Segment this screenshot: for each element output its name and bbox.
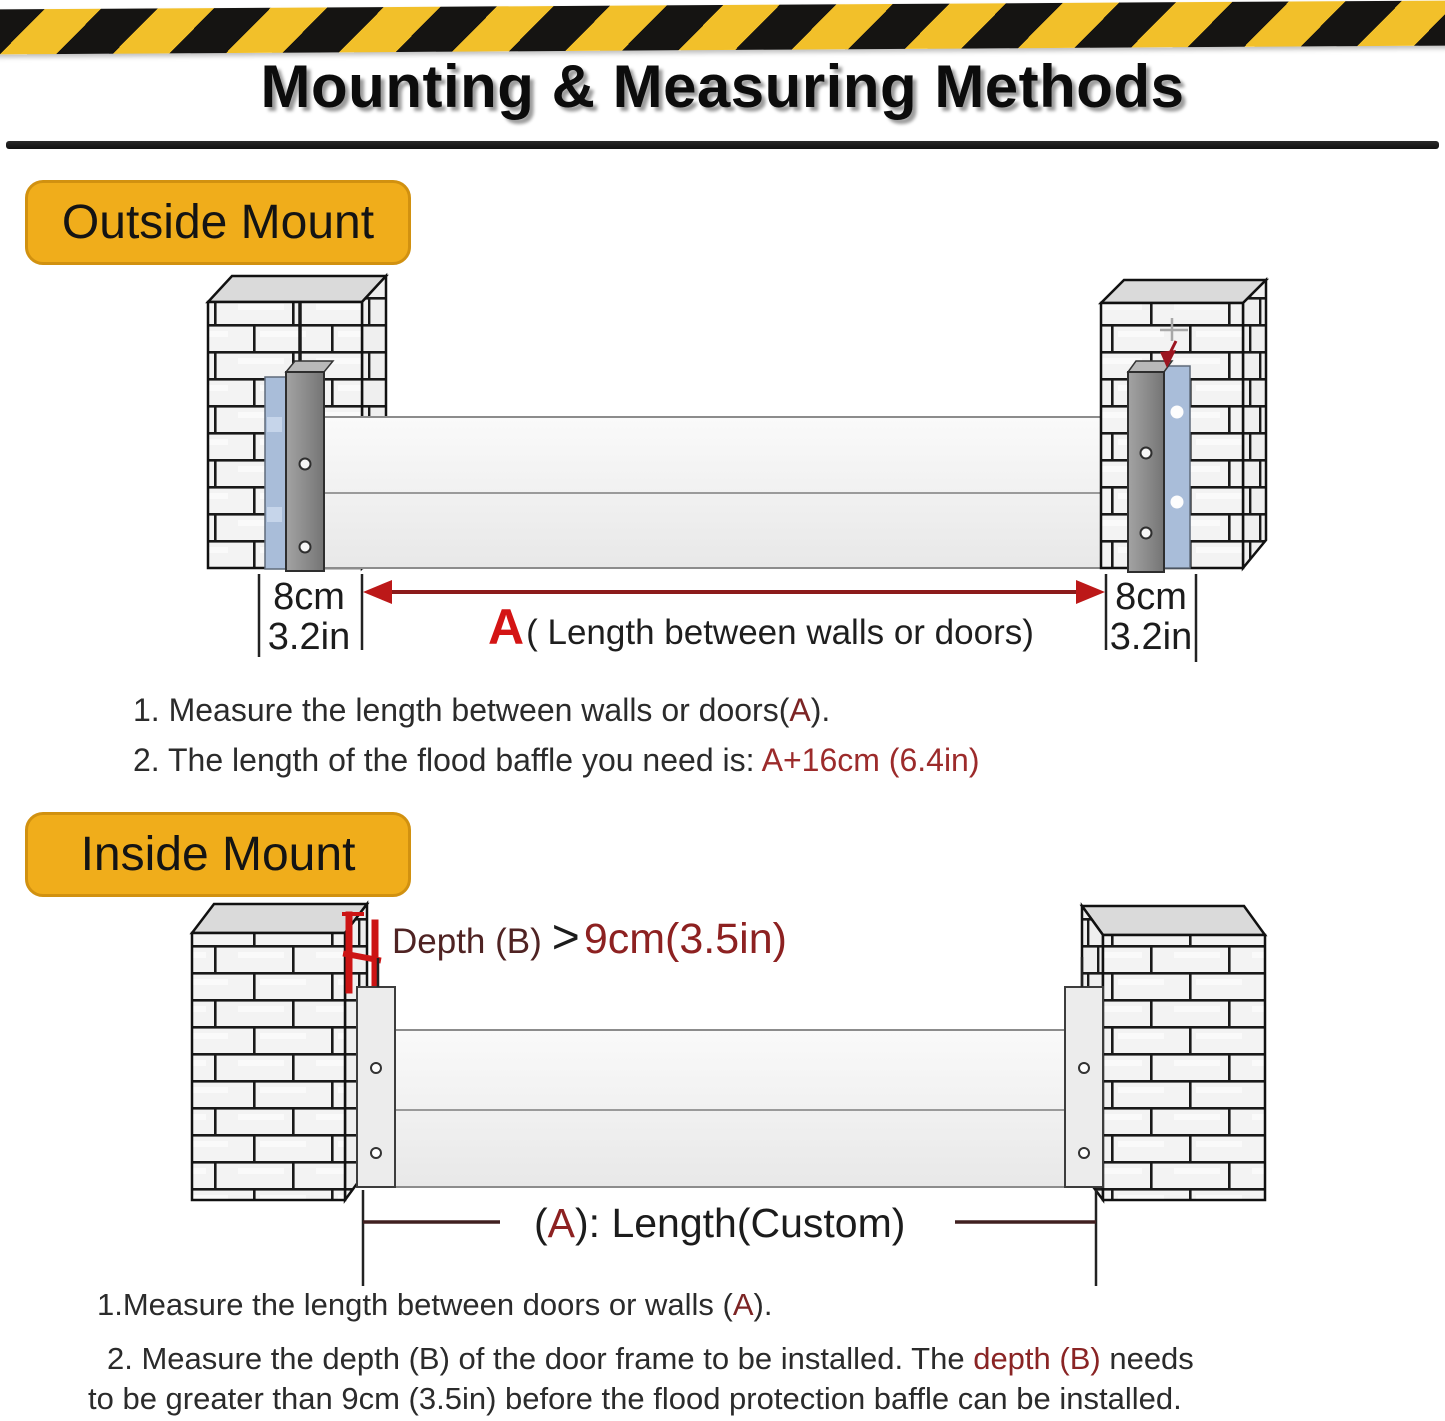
gap-in-label: 3.2in <box>267 616 351 658</box>
seal-mark <box>267 507 282 522</box>
screw-hole <box>371 1063 381 1073</box>
screw-hole <box>1141 448 1152 459</box>
seal-strip <box>265 377 286 569</box>
step-2: 2. The length of the flood baffle you need is: A+16cm (6.4in) <box>133 742 980 778</box>
length-variable-a: A <box>488 599 525 655</box>
pillar-top-face <box>1082 906 1265 935</box>
depth-requirement-label <box>392 910 787 965</box>
seal-mark <box>1171 406 1184 419</box>
screw-hole <box>300 542 311 553</box>
variable-a: A <box>547 1200 576 1246</box>
greater-than-symbol: > <box>551 911 580 964</box>
depth-b-highlight: depth (B) <box>973 1341 1101 1376</box>
screw-hole <box>1079 1148 1089 1158</box>
length-arrowhead-left <box>363 580 392 604</box>
left-mounting-channel <box>357 958 395 1187</box>
page-title: Mounting & Measuring Methods <box>260 53 1185 120</box>
right-brick-pillar <box>1082 906 1265 1200</box>
pillar-side-face <box>1243 280 1266 568</box>
pillar-front-face <box>192 933 345 1200</box>
inside-step-2: 2. Measure the depth (B) of the door frame to be installed. The depth (B) needs <box>107 1341 1194 1376</box>
right-gap-measurement <box>1096 578 1206 656</box>
seal-mark <box>1171 496 1184 509</box>
screw-hole <box>1141 528 1152 539</box>
gap-cm-label: 8cm <box>273 576 345 618</box>
outside-mount-badge: Outside Mount <box>25 180 411 265</box>
gap-in-label: 3.2in <box>1109 616 1193 658</box>
screw-hole <box>300 459 311 470</box>
variable-a: A <box>789 692 811 728</box>
screw-hole <box>371 1148 381 1158</box>
right-mounting-channel <box>1065 957 1103 1187</box>
inside-step-1: 1.Measure the length between doors or walls (A). <box>97 1287 773 1322</box>
pillar-top-face <box>1101 280 1266 303</box>
depth-value: 9cm(3.5in) <box>583 915 787 963</box>
flood-barrier-panels <box>324 417 1128 568</box>
depth-label-text: Depth (B) <box>392 922 542 961</box>
inside-step-2-continued: to be greater than 9cm (3.5in) before the flood protection baffle can be installed. <box>88 1381 1182 1416</box>
variable-a: A <box>732 1287 754 1322</box>
outside-mount-steps <box>133 692 980 779</box>
channel-top-cap <box>286 361 333 372</box>
barrier-body <box>395 1030 1065 1187</box>
screw-hole <box>1079 1063 1089 1073</box>
pillar-front-face <box>1103 935 1265 1200</box>
left-brick-pillar <box>192 904 367 1200</box>
gap-cm-label: 8cm <box>1115 576 1187 618</box>
channel-bar <box>1128 372 1164 572</box>
custom-length-label: ( A ): Length(Custom) <box>534 1200 906 1246</box>
left-gap-measurement <box>254 578 364 656</box>
pillar-top-face <box>192 904 367 933</box>
pillar-top-face <box>208 276 386 302</box>
seal-strip <box>1164 366 1190 568</box>
step-1: 1. Measure the length between walls or doors(A). <box>133 692 831 728</box>
length-arrow-label <box>488 598 1034 656</box>
required-length-value: A+16cm (6.4in) <box>761 742 980 778</box>
inside-mount-badge: Inside Mount <box>25 812 411 897</box>
right-mounting-channel <box>1128 341 1190 572</box>
left-mounting-channel <box>265 361 333 571</box>
seal-mark <box>267 417 282 432</box>
length-description: ( Length between walls or doors) <box>526 613 1034 652</box>
flood-barrier-panels <box>395 1030 1065 1187</box>
